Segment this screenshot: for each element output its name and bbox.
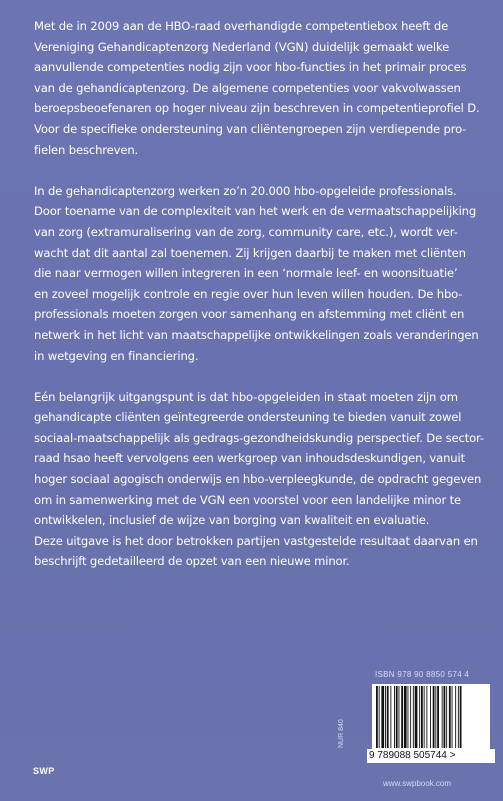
line: sociaal-maatschappelijk als gedrags-gezondheidskundig perspectief. De sector- [34,430,484,445]
line: fielen beschreven. [34,142,139,157]
barcode-bar [379,686,380,748]
line: om in samenwerking met de VGN een voorstel voor een landelijke minor te [34,492,461,507]
line: Vereniging Gehandicaptenzorg Nederland (VGN) duidelijk gemaakt welke [34,39,450,54]
line: ontwikkelen, inclusief de wijze van borging van kwaliteit en evaluatie. [34,513,430,528]
barcode-bar [458,686,459,748]
line: professionals moeten zorgen voor samenhang en afstemming met cliënt en [34,307,465,322]
barcode-bar [430,686,431,748]
barcode-bar [401,686,403,748]
line: gehandicapte cliënten geïntegreerde ondersteuning te bieden vanuit zowel [34,410,462,425]
barcode-bar [413,686,414,748]
publisher-logo: SWP [33,766,55,776]
line: wacht dat dit aantal zal toenemen. Zij krijgen daarbij te maken met cliënten [34,245,466,260]
barcode-bar [399,686,400,748]
paragraph-3 [34,387,486,572]
line: van zorg (extramuralisering van de zorg, community care, etc.), wordt ver- [34,224,458,239]
line: en zoveel mogelijk controle en regie over hun leven willen houden. De hbo- [34,286,463,301]
barcode-bar [455,686,456,748]
barcode-bar [394,686,395,748]
barcode-bar [415,686,418,748]
line: aanvullende competenties nodig zijn voor hbo-functies in het primair proces [34,60,467,75]
line: Met de in 2009 aan de HBO-raad overhandigde competentiebox heeft de [34,19,449,33]
barcode-digits: 9 789088 505744 > [367,749,495,763]
barcode-bar [404,686,407,748]
barcode-bar [449,686,451,748]
barcode-bar [390,686,391,748]
paragraph-2 [34,181,486,366]
barcode-bar [419,686,420,748]
blurb-text [34,16,486,572]
line: beschrijft gedetailleerd de opzet van een nieuwe minor. [34,554,350,569]
barcode-bar [381,686,384,748]
barcode-bar [376,686,378,748]
barcode-bar [444,686,446,748]
barcode-bar [460,686,462,748]
barcode-bar [421,686,423,748]
isbn-label: ISBN 978 90 8850 574 4 [375,670,470,679]
line: beroepsbeoefenaren op hoger niveau zijn beschreven in competentieprofiel D. [34,101,480,116]
barcode-bar [437,686,439,748]
barcode-bar [410,686,411,748]
barcode-bar [446,686,447,748]
barcode-bar [435,686,436,748]
barcode-bar [442,686,443,748]
line: in wetgeving en financiering. [34,348,199,363]
barcode-bar [433,686,435,748]
line: Deze uitgave is het door betrokken partijen vastgestelde resultaat daarvan en [34,533,478,548]
paragraph-1 [34,16,486,160]
barcode-bar [385,686,386,748]
barcode-icon [372,684,490,750]
publisher-website: www.swpbook.com [383,779,452,788]
line: van de gehandicaptenzorg. De algemene competenties voor vakvolwassen [34,80,461,95]
line: Voor de specifieke ondersteuning van cliëntengroepen zijn verdiepende pro- [34,121,467,136]
line: raad hsao heeft vervolgens een werkgroep van inhoudsdeskundigen, vanuit [34,451,465,466]
barcode-bar [452,686,453,748]
line: die naar vermogen willen integreren in een ‘normale leef- en woonsituatie’ [34,266,458,281]
line: hoger sociaal agogisch onderwijs en hbo-verpleegkunde, de opdracht gegeven [34,472,482,487]
nur-label: NUR 840 [338,719,345,748]
line: In de gehandicaptenzorg werken zo’n 20.000 hbo-opgeleide professionals. [34,183,457,198]
barcode-bar [424,686,425,748]
barcode-bar [387,686,389,748]
barcode-bar [426,686,427,748]
line: Door toename van de complexiteit van het werk en de vermaatschappelijking [34,204,477,219]
barcode-bar [408,686,409,748]
barcode-bar [396,686,398,748]
line: Eén belangrijk uitgangspunt is dat hbo-opgeleiden in staat moeten zijn om [34,389,458,404]
line: netwerk in het licht van maatschappelijke ontwikkelingen zoals veranderingen [34,327,479,342]
